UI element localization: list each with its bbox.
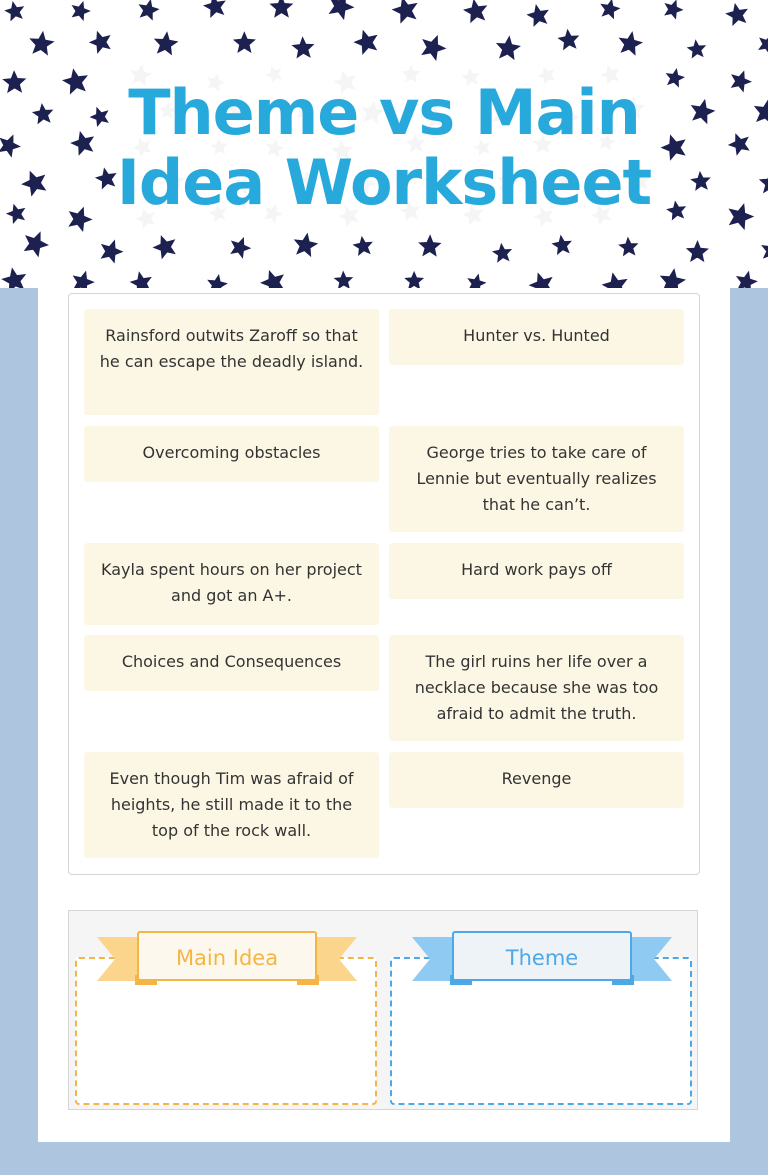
star-icon <box>261 271 283 288</box>
star-icon <box>419 236 440 256</box>
star-icon <box>661 269 685 288</box>
star-icon <box>553 236 571 254</box>
theme-ribbon <box>412 929 672 985</box>
star-icon <box>74 272 94 288</box>
page-title <box>0 78 768 218</box>
star-icon <box>355 31 377 54</box>
star-icon <box>73 2 90 20</box>
star-icon <box>234 33 255 53</box>
star-icon <box>90 32 110 53</box>
star-icon <box>601 0 619 18</box>
star-icon <box>727 4 747 25</box>
star-icon <box>603 274 627 288</box>
draggable-card[interactable]: George tries to take care of Lennie but eventually realizes that he can’t. <box>389 426 684 532</box>
draggable-card[interactable]: The girl ruins her life over a necklace because she was too afraid to admit the truth. <box>389 635 684 741</box>
draggable-card[interactable]: Hard work pays off <box>389 543 684 599</box>
star-icon <box>6 2 24 20</box>
star-icon <box>208 275 226 288</box>
star-icon <box>154 236 175 258</box>
draggable-card[interactable]: Even though Tim was afraid of heights, he still made it to the top of the rock wall. <box>84 752 379 858</box>
star-icon <box>354 237 372 255</box>
cards-panel <box>68 293 700 875</box>
sorting-panel <box>68 910 698 1110</box>
star-icon <box>493 244 511 262</box>
draggable-card[interactable]: Hunter vs. Hunted <box>389 309 684 365</box>
star-icon <box>231 238 250 257</box>
star-icon <box>665 1 682 19</box>
star-icon <box>102 241 123 262</box>
star-icon <box>293 38 314 58</box>
star-icon <box>31 32 54 54</box>
star-icon <box>155 33 177 55</box>
draggable-card[interactable]: Kayla spent hours on her project and got an A+. <box>84 543 379 625</box>
star-icon <box>295 234 317 256</box>
star-icon <box>131 273 151 289</box>
draggable-card[interactable]: Revenge <box>389 752 684 808</box>
draggable-card[interactable]: Choices and Consequences <box>84 635 379 691</box>
star-icon <box>687 241 708 261</box>
star-icon <box>3 269 26 288</box>
title-line-2: Idea Worksheet <box>116 146 652 219</box>
star-icon <box>737 272 757 288</box>
star-icon <box>688 41 705 58</box>
star-icon <box>620 32 642 54</box>
worksheet <box>38 288 730 1142</box>
star-icon <box>468 275 485 288</box>
star-icon <box>619 238 637 255</box>
star-icon <box>422 36 445 60</box>
star-icon <box>330 0 354 19</box>
star-icon <box>271 0 292 17</box>
star-icon <box>497 37 520 59</box>
star-icon <box>140 0 159 19</box>
title-line-1: Theme vs Main <box>128 76 640 149</box>
header-banner <box>0 0 768 288</box>
star-icon <box>559 30 578 49</box>
star-icon <box>335 272 352 288</box>
star-icon <box>406 272 423 288</box>
draggable-card[interactable]: Rainsford outwits Zaroff so that he can escape the deadly island. <box>84 309 379 415</box>
star-icon <box>759 36 768 54</box>
star-icon <box>464 0 486 22</box>
star-icon <box>528 5 548 25</box>
main-idea-label: Main Idea <box>137 931 317 981</box>
draggable-card[interactable]: Overcoming obstacles <box>84 426 379 482</box>
star-icon <box>393 0 417 22</box>
star-icon <box>762 241 768 261</box>
star-icon <box>530 274 552 288</box>
star-icon <box>204 0 224 17</box>
theme-label: Theme <box>452 931 632 981</box>
star-icon <box>25 233 48 257</box>
main-idea-ribbon <box>97 929 357 985</box>
